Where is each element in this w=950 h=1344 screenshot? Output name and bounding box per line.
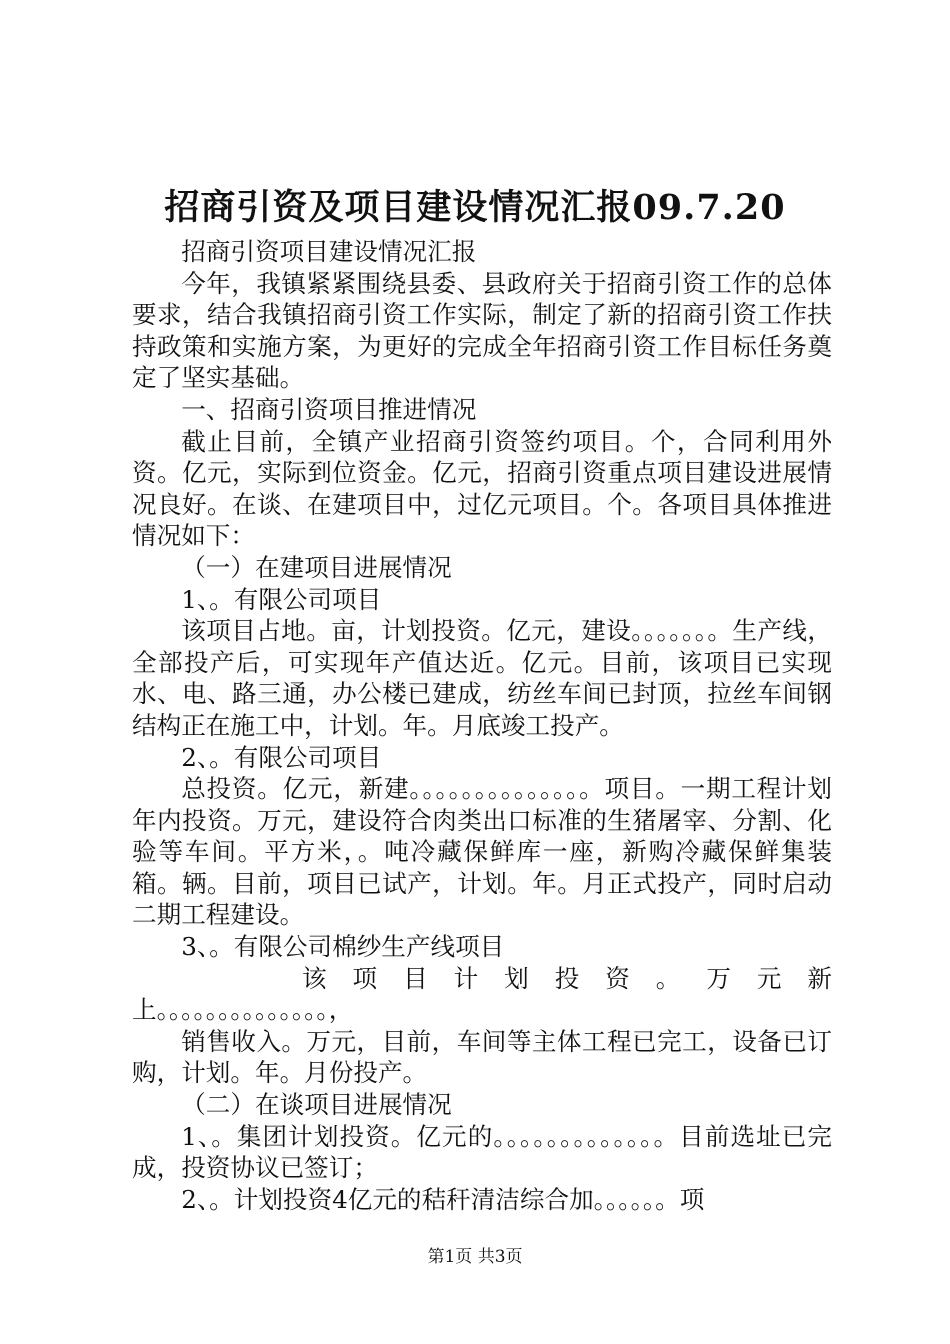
document-title: 招商引资及项目建设情况汇报09.7.20 [164, 187, 786, 228]
paragraph-item-3-line-2: 上。。。。。。。。。。。。。。， [132, 995, 354, 1025]
paragraph-summary: 截止目前，全镇产业招商引资签约项目。个，合同利用外资。亿元，实际到位资金。亿元，招商引资重点项目建设进展情况良好。在谈、在建项目中，过亿元项目。个。各项目具体推进情况如下： [132, 426, 832, 551]
item-heading-3: 3、。有限公司棉纱生产线项目 [181, 932, 505, 962]
paragraph-item-1: 该项目占地。亩，计划投资。亿元，建设。。。。。。。生产线，全部投产后，可实现年产值达近。亿元。目前，该项目已实现水、电、路三通，办公楼已建成，纺丝车间已封顶，拉丝车间钢结构正在施工中，计划。年。月底竣工投产。 [132, 616, 832, 740]
section-heading-1: 一、招商引资项目推进情况 [181, 394, 477, 424]
paragraph-item-3-line-3: 销售收入。万元，目前，车间等主体工程已完工，设备已订购，计划。年。月份投产。 [132, 1026, 832, 1088]
paragraph-intro: 今年，我镇紧紧围绕县委、县政府关于招商引资工作的总体要求，结合我镇招商引资工作实际，制定了新的招商引资工作扶持政策和实施方案，为更好的完成全年招商引资工作目标任务奠定了坚实基础。 [132, 268, 832, 393]
page-footer: 第1页 共3页 [427, 1247, 523, 1267]
paragraph-item-3-line-1: 该项目计划投资。万元新 [302, 963, 832, 993]
paragraph-subtitle: 招商引资项目建设情况汇报 [181, 237, 477, 266]
item-heading-2: 2、。有限公司项目 [181, 742, 382, 772]
paragraph-item-2: 总投资。亿元，新建。。。。。。。。。。。。。。项目。一期工程计划年内投资。万元，建设符合肉类出口标准的生猪屠宰、分割、化验等车间。平方米，。吨冷藏保鲜库一座，新购冷藏保鲜集装箱。辆。目前，项目已试产，计划。年。月正式投产，同时启动二期工程建设。 [132, 774, 832, 930]
paragraph-negotiation-1: 1、。集团计划投资。亿元的。。。。。。。。。。。。。目前选址已完成，投资协议已签订； [132, 1121, 832, 1183]
subsection-heading-1: （一）在建项目进展情况 [181, 552, 452, 582]
subsection-heading-2: （二）在谈项目进展情况 [181, 1090, 452, 1120]
document-body [132, 236, 832, 1215]
paragraph-negotiation-2: 2、。计划投资4亿元的秸秆清洁综合加。。。。。。项 [181, 1184, 705, 1214]
item-heading-1: 1、。有限公司项目 [181, 584, 382, 614]
